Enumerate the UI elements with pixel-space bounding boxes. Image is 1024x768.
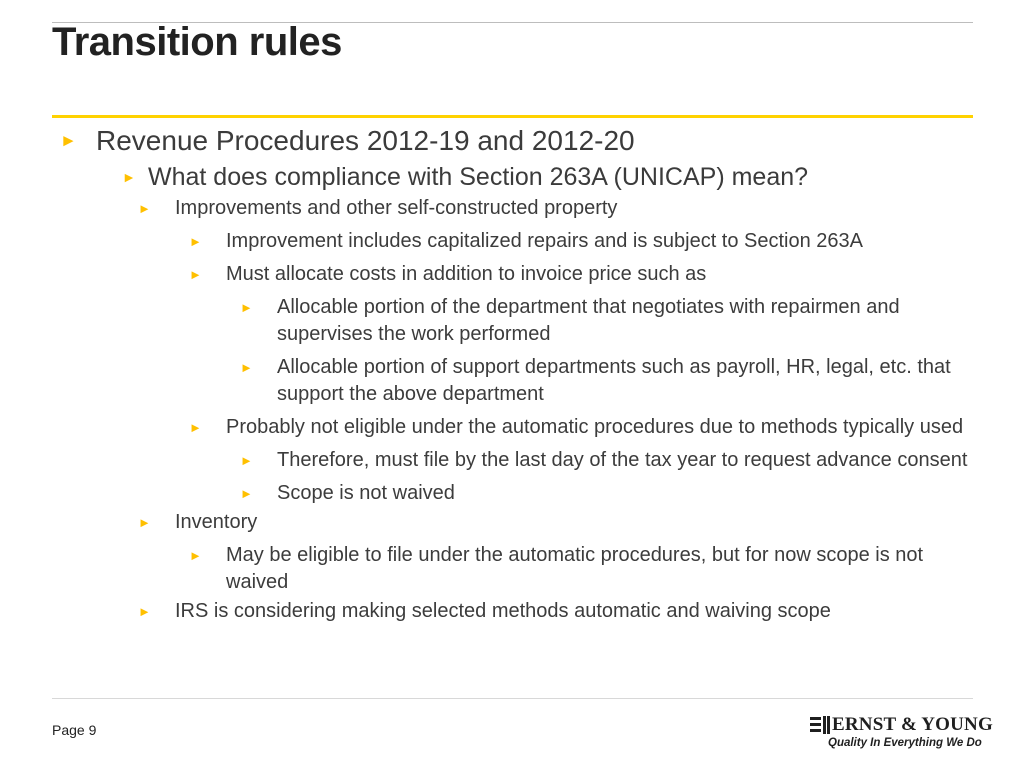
bullet-level-5	[52, 294, 973, 348]
bullet-level-5	[52, 354, 973, 408]
bullet-text: IRS is considering making selected methods automatic and waiving scope	[175, 600, 831, 622]
bullet-level-5	[52, 447, 973, 474]
bullet-list	[52, 118, 973, 625]
bullet-arrow-icon	[138, 195, 152, 222]
bullet-text: Improvement includes capitalized repairs and is subject to Section 263A	[226, 230, 864, 252]
bullet-arrow-icon	[240, 354, 254, 381]
bullet-level-4	[52, 542, 973, 596]
bullet-text: Inventory	[175, 511, 258, 533]
bullet-level-2	[52, 161, 973, 193]
bullet-level-3	[52, 195, 973, 222]
bullet-arrow-icon	[189, 542, 203, 569]
bullet-text: May be eligible to file under the automatic procedures, but for now scope is not waived	[226, 544, 924, 593]
bullet-arrow-icon	[138, 509, 152, 536]
bullet-arrow-icon	[60, 123, 96, 159]
bullet-level-1	[52, 123, 973, 159]
bullet-arrow-icon	[122, 161, 136, 193]
bullet-text: Probably not eligible under the automatic procedures due to methods typically used	[226, 416, 964, 438]
bullet-arrow-icon	[240, 480, 254, 507]
logo-tagline: Quality In Everything We Do	[828, 737, 982, 749]
bullet-text: Must allocate costs in addition to invoice price such as	[226, 263, 707, 285]
bullet-text: Therefore, must file by the last day of the tax year to request advance consent	[277, 449, 968, 471]
bullet-arrow-icon	[240, 447, 254, 474]
bullet-text: Allocable portion of the department that negotiates with repairmen and supervises the work performed	[277, 296, 900, 345]
ey-mark-icon	[810, 716, 830, 734]
bullet-level-4	[52, 228, 973, 255]
bullet-text: Scope is not waived	[277, 482, 455, 504]
bullet-arrow-icon	[189, 228, 203, 255]
company-logo	[806, 712, 993, 754]
bullet-text: Revenue Procedures 2012-19 and 2012-20	[96, 125, 635, 156]
bullet-level-3	[52, 509, 973, 536]
slide-title: Transition rules	[52, 20, 342, 64]
bullet-arrow-icon	[240, 294, 254, 321]
bullet-text: Improvements and other self-constructed property	[175, 197, 618, 219]
logo-wordmark: ERNST & YOUNG	[832, 714, 993, 735]
bullet-arrow-icon	[189, 414, 203, 441]
bullet-level-4	[52, 414, 973, 441]
bullet-text: Allocable portion of support departments such as payroll, HR, legal, etc. that support the above department	[277, 356, 951, 405]
bullet-level-5	[52, 480, 973, 507]
footer-divider	[52, 698, 973, 699]
page-number: Page 9	[52, 722, 97, 738]
bullet-arrow-icon	[138, 598, 152, 625]
bullet-level-4	[52, 261, 973, 288]
bullet-text: What does compliance with Section 263A (UNICAP) mean?	[148, 163, 809, 191]
bullet-level-3	[52, 598, 973, 625]
bullet-arrow-icon	[189, 261, 203, 288]
